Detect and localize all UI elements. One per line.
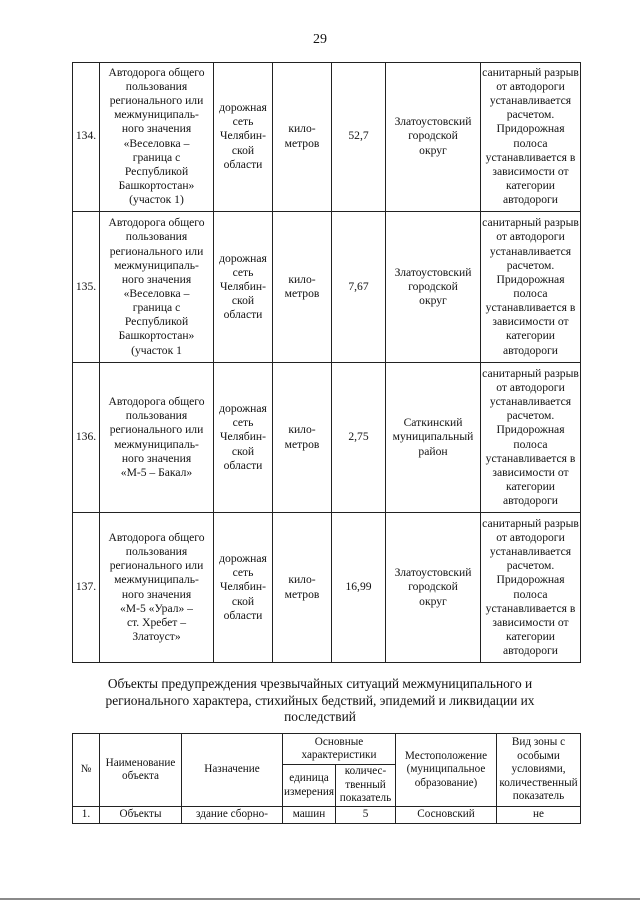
measure-value: 7,67 xyxy=(348,279,369,293)
row-number: 1. xyxy=(81,808,91,821)
zone-description: санитарный разрыв от автодороги устанавливается расчетом. Придорожная полоса устанавливается в зависимости от категории автодороги xyxy=(482,65,579,207)
scan-edge-divider xyxy=(0,898,640,900)
object-purpose: дорожная сеть Челябин- ской области xyxy=(219,402,267,472)
page-number: 29 xyxy=(313,32,327,47)
object-purpose: дорожная сеть Челябин- ской области xyxy=(219,552,267,622)
object-location: Златоустовский городской округ xyxy=(394,115,472,157)
object-name: Автодорога общего пользования регионального или межмуниципаль- ного значения «Веселовка – граница с Республикой Башкортостан» (участок 1 xyxy=(108,216,205,357)
zone-description: не xyxy=(533,808,544,821)
object-name: Объекты xyxy=(119,808,162,821)
zone-description: санитарный разрыв от автодороги устанавливается расчетом. Придорожная полоса устанавливается в зависимости от категории автодороги xyxy=(482,216,579,357)
measure-unit: кило- метров xyxy=(284,122,320,150)
object-name: Автодорога общего пользования регионального или межмуниципаль- ного значения «Веселовка – граница с Республикой Башкортостан» (участок 1) xyxy=(108,65,205,207)
zone-description: санитарный разрыв от автодороги устанавливается расчетом. Придорожная полоса устанавливается в зависимости от категории автодороги xyxy=(482,516,579,658)
object-name: Автодорога общего пользования регионального или межмуниципаль- ного значения «М-5 «Урал» – ст. Хребет – Златоуст» xyxy=(108,530,205,643)
object-location: Златоустовский городской округ xyxy=(394,566,472,608)
object-location: Сосновский xyxy=(417,808,475,821)
header-number: № xyxy=(80,763,92,776)
header-location: Местоположение (муниципальное образование) xyxy=(404,749,488,789)
row-number: 134. xyxy=(75,129,97,143)
measure-value: 5 xyxy=(362,808,369,821)
header-object-name: Наименование объекта xyxy=(105,756,176,782)
measure-value: 16,99 xyxy=(345,580,372,594)
object-purpose: дорожная сеть Челябин- ской области xyxy=(219,101,267,171)
header-quantity: количес- твенный показатель xyxy=(339,765,392,805)
row-number: 137. xyxy=(75,580,97,594)
header-zone: Вид зоны с особыми условиями, количественный показатель xyxy=(499,736,578,803)
measure-unit: машин xyxy=(292,808,326,821)
object-location: Саткинский муниципальный район xyxy=(392,416,474,458)
object-purpose: здание сборно- xyxy=(196,808,268,821)
measure-value: 2,75 xyxy=(348,430,369,444)
row-number: 136. xyxy=(75,430,97,444)
header-main-characteristics: Основные характеристики xyxy=(301,735,377,761)
measure-unit: кило- метров xyxy=(284,573,320,601)
section-heading: Объекты предупреждения чрезвычайных ситуаций межмуниципального и регионального характера, стихийных бедствий, эпидемий и ликвидации их последствий xyxy=(105,676,535,725)
object-location: Златоустовский городской округ xyxy=(394,265,472,308)
header-unit: единица измерения xyxy=(284,772,334,798)
measure-unit: кило- метров xyxy=(284,423,320,451)
zone-description: санитарный разрыв от автодороги устанавливается расчетом. Придорожная полоса устанавливается в зависимости от категории автодороги xyxy=(482,366,579,508)
measure-value: 52,7 xyxy=(348,129,369,143)
measure-unit: кило- метров xyxy=(284,272,320,300)
object-purpose: дорожная сеть Челябин- ской области xyxy=(219,251,267,322)
row-number: 135. xyxy=(75,279,97,293)
object-name: Автодорога общего пользования регионального или межмуниципаль- ного значения «М-5 – Бакал» xyxy=(108,395,205,479)
header-purpose: Назначение xyxy=(204,763,260,776)
